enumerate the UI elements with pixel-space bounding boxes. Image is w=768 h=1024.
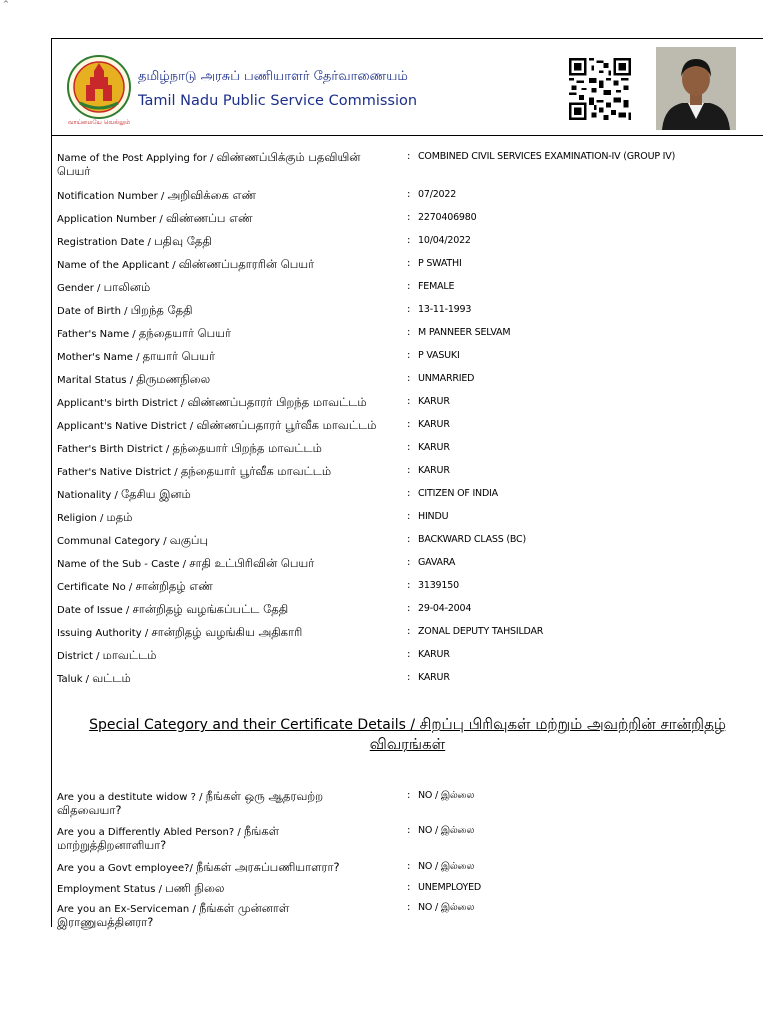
detail-row	[57, 442, 757, 465]
special-separator: :	[407, 861, 411, 872]
detail-value: 2270406980	[418, 212, 477, 223]
detail-separator: :	[407, 534, 411, 545]
special-label-english: Employment Status /	[57, 884, 166, 895]
detail-label-english: Father's Native District /	[57, 467, 181, 478]
detail-row	[57, 212, 757, 235]
detail-label	[57, 442, 387, 456]
detail-label	[57, 488, 387, 502]
detail-label-tamil: பதிவு தேதி	[154, 234, 212, 248]
special-label-english: Are you a destitute widow ? /	[57, 792, 206, 803]
detail-value: 29-04-2004	[418, 603, 472, 614]
detail-value: M PANNEER SELVAM	[418, 327, 511, 338]
special-row	[57, 901, 757, 929]
detail-label-english: District /	[57, 651, 103, 662]
special-value: UNEMPLOYED	[418, 882, 482, 893]
detail-separator: :	[407, 327, 411, 338]
detail-label-english: Name of the Post Applying for /	[57, 153, 217, 164]
special-separator: :	[407, 902, 411, 913]
detail-value: 13-11-1993	[418, 304, 472, 315]
detail-label	[57, 327, 387, 341]
detail-label-english: Religion /	[57, 513, 107, 524]
detail-label	[57, 396, 387, 410]
org-name-english: Tamil Nadu Public Service Commission	[138, 93, 418, 109]
detail-row	[57, 235, 757, 258]
detail-label-tamil: பாலினம்	[103, 280, 151, 294]
org-name-tamil: தமிழ்நாடு அரசுப் பணியாளர் தேர்வாணையம்	[138, 69, 408, 84]
detail-row	[57, 511, 757, 534]
detail-row	[57, 327, 757, 350]
special-label	[57, 825, 347, 853]
detail-label-tamil: வகுப்பு	[169, 533, 209, 547]
detail-value: ZONAL DEPUTY TAHSILDAR	[418, 626, 544, 637]
detail-value: KARUR	[418, 649, 450, 660]
detail-label-tamil: பிறந்த தேதி	[130, 303, 193, 317]
detail-separator: :	[407, 151, 411, 162]
detail-row	[57, 304, 757, 327]
detail-value: FEMALE	[418, 281, 455, 292]
detail-label-english: Mother's Name /	[57, 352, 143, 363]
special-label-tamil: நீங்கள் ஒரு ஆதரவற்ற விதவையா?	[57, 789, 324, 817]
special-row	[57, 825, 757, 861]
detail-row	[57, 603, 757, 626]
detail-label-english: Issuing Authority /	[57, 628, 152, 639]
detail-label-english: Application Number /	[57, 214, 166, 225]
detail-value: P VASUKI	[418, 350, 460, 361]
detail-value: 10/04/2022	[418, 235, 471, 246]
special-label-tamil: நீங்கள் மாற்றுத்திறனாளியா?	[57, 824, 280, 852]
detail-row	[57, 258, 757, 281]
detail-label	[57, 557, 387, 571]
detail-label-tamil: விண்ணப்பதாரர் பிறந்த மாவட்டம்	[187, 395, 367, 409]
detail-label-tamil: மாவட்டம்	[102, 648, 157, 662]
detail-label	[57, 281, 387, 295]
detail-value: COMBINED CIVIL SERVICES EXAMINATION-IV (GROUP IV)	[418, 151, 676, 162]
detail-label-english: Marital Status /	[57, 375, 137, 386]
special-label-tamil: நீங்கள் முன்னாள் இராணுவத்தினரா?	[57, 901, 290, 929]
special-separator: :	[407, 825, 411, 836]
detail-row	[57, 626, 757, 649]
detail-separator: :	[407, 557, 411, 568]
detail-value: KARUR	[418, 396, 450, 407]
detail-label-english: Name of the Sub - Caste /	[57, 559, 190, 570]
detail-label	[57, 212, 387, 226]
detail-row	[57, 373, 757, 396]
detail-separator: :	[407, 511, 411, 522]
detail-label	[57, 189, 387, 203]
detail-label-tamil: விண்ணப்பதாரரின் பெயர்	[178, 257, 315, 271]
applicant-details	[57, 151, 757, 695]
detail-separator: :	[407, 373, 411, 384]
detail-row	[57, 189, 757, 212]
detail-label-tamil: தந்தையார் பிறந்த மாவட்டம்	[172, 441, 322, 455]
detail-separator: :	[407, 258, 411, 269]
special-row	[57, 861, 757, 882]
detail-label-tamil: அறிவிக்கை எண்	[167, 188, 257, 202]
special-label-tamil: நீங்கள் அரசுப்பணியாளரா?	[196, 860, 340, 874]
detail-label-english: Gender /	[57, 283, 104, 294]
detail-value: UNMARRIED	[418, 373, 475, 384]
detail-label	[57, 258, 387, 272]
detail-separator: :	[407, 235, 411, 246]
detail-label-english: Father's Name /	[57, 329, 139, 340]
special-label-tamil: பணி நிலை	[165, 881, 225, 895]
detail-label	[57, 580, 387, 594]
detail-label-tamil: விண்ணப்பதாரர் பூர்வீக மாவட்டம்	[196, 418, 377, 432]
special-label-english: Are you a Differently Abled Person? /	[57, 827, 244, 838]
qr-code	[569, 57, 631, 121]
detail-label-english: Taluk /	[57, 674, 93, 685]
detail-row	[57, 534, 757, 557]
detail-label-english: Date of Issue /	[57, 605, 133, 616]
detail-label	[57, 235, 387, 249]
detail-value: P SWATHI	[418, 258, 462, 269]
detail-label-tamil: தந்தையார் பூர்வீக மாவட்டம்	[180, 464, 332, 478]
detail-value: KARUR	[418, 672, 450, 683]
detail-separator: :	[407, 488, 411, 499]
detail-value: BACKWARD CLASS (BC)	[418, 534, 527, 545]
detail-separator: :	[407, 189, 411, 200]
special-heading-english: Special Category and their Certificate Details /	[89, 717, 420, 733]
detail-value: KARUR	[418, 419, 450, 430]
detail-value: 3139150	[418, 580, 459, 591]
detail-value: GAVARA	[418, 557, 456, 568]
detail-separator: :	[407, 649, 411, 660]
application-form	[51, 38, 763, 927]
detail-label-english: Name of the Applicant /	[57, 260, 179, 271]
detail-value: KARUR	[418, 442, 450, 453]
detail-label	[57, 534, 387, 548]
detail-label	[57, 373, 387, 387]
detail-label	[57, 350, 387, 364]
emblem-motto: வாய்மையே வெல்லும்	[67, 119, 131, 126]
detail-label-tamil: சாதி உட்பிரிவின் பெயர்	[189, 556, 315, 570]
detail-label	[57, 672, 387, 686]
detail-separator: :	[407, 396, 411, 407]
detail-value: CITIZEN OF INDIA	[418, 488, 498, 499]
detail-label-tamil: சான்றிதழ் வழங்கிய அதிகாரி	[151, 625, 303, 639]
detail-row	[57, 488, 757, 511]
special-label	[57, 861, 347, 875]
detail-label	[57, 626, 387, 640]
form-header	[52, 39, 763, 136]
detail-label	[57, 465, 387, 479]
detail-value: HINDU	[418, 511, 449, 522]
detail-separator: :	[407, 603, 411, 614]
detail-separator: :	[407, 626, 411, 637]
detail-label-tamil: மதம்	[106, 510, 133, 524]
detail-row	[57, 350, 757, 373]
tnpsc-emblem-logo	[66, 51, 132, 127]
detail-label	[57, 649, 387, 663]
special-label-english: Are you an Ex-Serviceman /	[57, 904, 199, 915]
special-value: NO / இல்லை	[418, 902, 475, 913]
detail-label-english: Applicant's Native District /	[57, 421, 197, 432]
special-value: NO / இல்லை	[418, 790, 475, 801]
detail-separator: :	[407, 465, 411, 476]
detail-label-tamil: சான்றிதழ் எண்	[135, 579, 213, 593]
detail-label-english: Certificate No /	[57, 582, 136, 593]
detail-label-english: Applicant's birth District /	[57, 398, 188, 409]
detail-label-tamil: வட்டம்	[92, 671, 131, 685]
detail-row	[57, 465, 757, 488]
special-separator: :	[407, 790, 411, 801]
special-category-heading	[52, 715, 763, 755]
special-label	[57, 882, 347, 896]
detail-label-english: Nationality /	[57, 490, 122, 501]
detail-separator: :	[407, 580, 411, 591]
detail-label	[57, 511, 387, 525]
special-value: NO / இல்லை	[418, 825, 475, 836]
detail-row	[57, 649, 757, 672]
detail-label-english: Father's Birth District /	[57, 444, 173, 455]
special-row	[57, 882, 757, 902]
detail-label-tamil: திருமணநிலை	[136, 372, 211, 386]
detail-label-english: Notification Number /	[57, 191, 168, 202]
special-label-english: Are you a Govt employee?/	[57, 863, 197, 874]
detail-value: KARUR	[418, 465, 450, 476]
detail-label-english: Communal Category /	[57, 536, 170, 547]
detail-label-english: Date of Birth /	[57, 306, 131, 317]
detail-separator: :	[407, 672, 411, 683]
detail-row	[57, 281, 757, 304]
detail-row	[57, 419, 757, 442]
detail-label-tamil: சான்றிதழ் வழங்கப்பட்ட தேதி	[132, 602, 289, 616]
special-row	[57, 790, 757, 825]
special-label	[57, 902, 347, 930]
applicant-photo	[656, 47, 736, 130]
detail-value: 07/2022	[418, 189, 457, 200]
detail-label	[57, 603, 387, 617]
detail-separator: :	[407, 350, 411, 361]
special-category-details	[57, 789, 757, 929]
special-value: NO / இல்லை	[418, 861, 475, 872]
detail-label-tamil: விண்ணப்ப எண்	[165, 211, 253, 225]
detail-label-tamil: தாயார் பெயர்	[142, 349, 216, 363]
detail-separator: :	[407, 212, 411, 223]
detail-label	[57, 151, 387, 179]
special-label	[57, 790, 347, 818]
detail-label	[57, 304, 387, 318]
detail-row	[57, 396, 757, 419]
detail-row	[57, 557, 757, 580]
detail-label-tamil: விண்ணப்பிக்கும் பதவியின் பெயர்	[57, 150, 361, 178]
detail-row	[57, 580, 757, 603]
corner-mark: ^	[3, 0, 9, 8]
detail-row	[57, 672, 757, 695]
special-separator: :	[407, 882, 411, 893]
detail-label-tamil: தேசிய இனம்	[121, 487, 191, 501]
detail-separator: :	[407, 419, 411, 430]
detail-separator: :	[407, 281, 411, 292]
detail-label-tamil: தந்தையார் பெயர்	[138, 326, 232, 340]
detail-row	[57, 151, 757, 189]
special-heading-tamil: சிறப்பு பிரிவுகள் மற்றும் அவற்றின் சான்றிதழ் விவரங்கள்	[369, 715, 726, 753]
detail-label-english: Registration Date /	[57, 237, 155, 248]
detail-label	[57, 419, 387, 433]
detail-separator: :	[407, 304, 411, 315]
detail-separator: :	[407, 442, 411, 453]
